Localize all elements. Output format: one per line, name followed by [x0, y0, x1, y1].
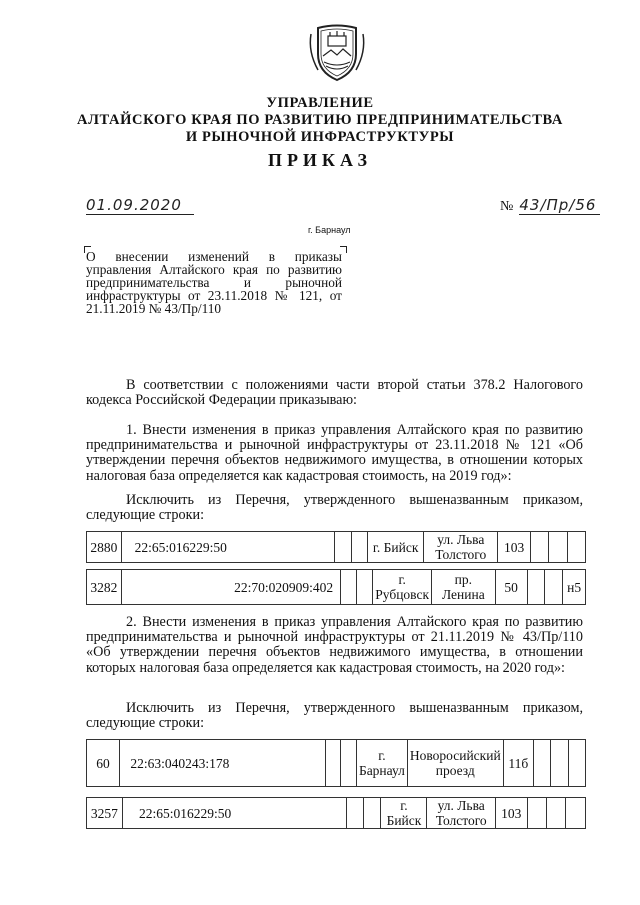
table-row	[87, 740, 586, 787]
cadastral-number: 22:65:016229:50	[122, 798, 247, 829]
table-row	[87, 532, 586, 563]
excluded-rows-table-1	[86, 531, 586, 563]
row-number: 2880	[87, 532, 122, 563]
exclude-2-paragraph: Исключить из Перечня, утвержденного вышеназванным приказом, следующие строки:	[86, 700, 583, 732]
extra-cell	[568, 740, 585, 787]
cadastral-number: 22:63:040243:178	[120, 740, 240, 787]
cadastral-number-2: 22:70:020909:402	[227, 570, 341, 605]
coat-of-arms-emblem	[306, 22, 368, 84]
city-label: г. Барнаул	[308, 225, 351, 235]
cadastral-number: 22:65:016229:50	[121, 532, 239, 563]
document-type-title: ПРИКАЗ	[267, 150, 373, 170]
city-cell: г. Рубцовск	[373, 570, 432, 605]
row-number: 60	[87, 740, 120, 787]
street-cell: ул. Льва Толстого	[427, 798, 496, 829]
house-cell: 50	[495, 570, 527, 605]
house-cell: 11б	[503, 740, 533, 787]
street-cell: пр. Ленина	[432, 570, 496, 605]
exclude-1-paragraph: Исключить из Перечня, утвержденного вышеназванным приказом, следующие строки:	[86, 492, 583, 524]
cadastral-number-2	[240, 740, 326, 787]
extra-cell	[567, 532, 585, 563]
city-cell: г. Бийск	[381, 798, 427, 829]
row-number: 3282	[87, 570, 122, 605]
number-line	[500, 196, 600, 215]
agency-name-line2: АЛТАЙСКОГО КРАЯ ПО РАЗВИТИЮ ПРЕДПРИНИМАТЕЛЬСТВА	[77, 112, 563, 128]
intro-paragraph: В соответствии с положениями части второй статьи 378.2 Налогового кодекса Российской Федерации приказываю:	[86, 377, 583, 409]
agency-name-line1: УПРАВЛЕНИЕ	[266, 95, 374, 111]
table-row	[87, 570, 586, 605]
item-2-paragraph: 2. Внести изменения в приказ управления Алтайского края по развитию предпринимательства и рыночной инфраструктуры от 21.11.2019 № 43/Пр/110 «Об утверждении перечня объектов недвижимого имущества, в отношении которых налоговая база определяется как кадастровая стоимость, на 2020 год»:	[86, 614, 583, 676]
excluded-rows-table-2	[86, 569, 586, 605]
cadastral-number-2	[240, 532, 335, 563]
house-cell: 103	[495, 798, 527, 829]
document-date: 01.09.2020	[86, 196, 194, 215]
subject-text: О внесении изменений в приказы управления Алтайского края по развитию предпринимательства и рыночной инфраструктуры от 23.11.2018 № 121, от 21.11.2019 № 43/Пр/110	[86, 249, 342, 316]
city-cell: г. Барнаул	[356, 740, 407, 787]
date-line	[86, 196, 194, 215]
excluded-rows-table-3	[86, 739, 586, 787]
extra-cell: н5	[563, 570, 586, 605]
excluded-rows-table-4	[86, 797, 586, 829]
city-cell: г. Бийск	[368, 532, 424, 563]
street-cell: ул. Льва Толстого	[424, 532, 498, 563]
house-cell: 103	[498, 532, 531, 563]
row-number: 3257	[87, 798, 123, 829]
street-cell: Новоросийский проезд	[407, 740, 503, 787]
extra-cell	[566, 798, 586, 829]
table-row	[87, 798, 586, 829]
number-sign: №	[500, 199, 514, 214]
document-number: 43/Пр/56	[519, 196, 600, 215]
cadastral-number	[121, 570, 227, 605]
agency-name-line3: И РЫНОЧНОЙ ИНФРАСТРУКТУРЫ	[185, 129, 455, 145]
cadastral-number-2	[248, 798, 347, 829]
item-1-paragraph: 1. Внести изменения в приказ управления Алтайского края по развитию предпринимательства и рыночной инфраструктуры от 23.11.2018 № 121 «Об утверждении перечня объектов недвижимого имущества, в отношении которых налоговая база определяется как кадастровая стоимость, на 2019 год»:	[86, 422, 583, 484]
